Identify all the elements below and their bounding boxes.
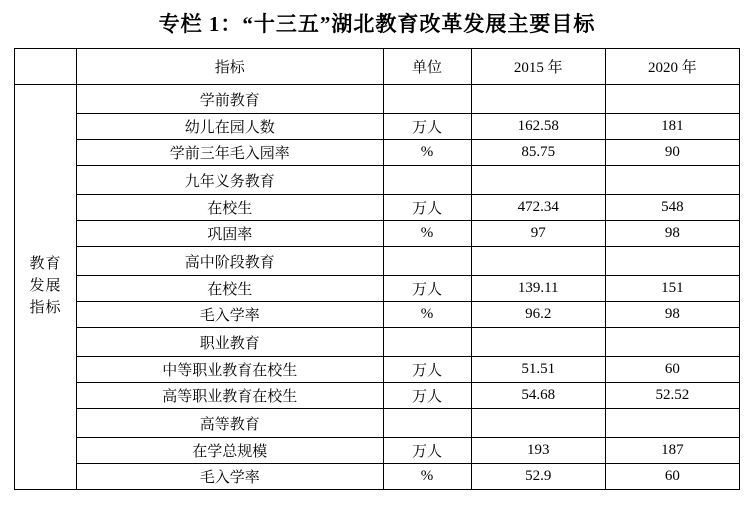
table-row (15, 464, 740, 490)
value-2020: 60 (605, 357, 739, 383)
value-2015: 139.11 (471, 276, 605, 302)
group-title: 高中阶段教育 (77, 247, 383, 276)
group-unit-spacer (383, 328, 471, 357)
value-2015: 96.2 (471, 302, 605, 328)
table-row (15, 166, 740, 195)
group-y2015-spacer (471, 247, 605, 276)
indicator-label: 幼儿在园人数 (77, 114, 383, 140)
table-row (15, 195, 740, 221)
value-2020: 98 (605, 221, 739, 247)
value-2020: 90 (605, 140, 739, 166)
value-2015: 52.9 (471, 464, 605, 490)
category-line: 教育 (29, 256, 62, 273)
header-indicator: 指标 (77, 49, 383, 85)
table-body (15, 85, 740, 490)
table-container (0, 48, 754, 490)
value-2020: 98 (605, 302, 739, 328)
table-row (15, 302, 740, 328)
group-title: 学前教育 (77, 85, 383, 114)
value-2020: 187 (605, 438, 739, 464)
indicator-label: 中等职业教育在校生 (77, 357, 383, 383)
group-y2020-spacer (605, 166, 739, 195)
header-category (15, 49, 77, 85)
indicator-label: 在校生 (77, 276, 383, 302)
unit-value: 万人 (383, 438, 471, 464)
group-y2020-spacer (605, 85, 739, 114)
group-title: 高等教育 (77, 409, 383, 438)
page-title: 专栏 1：“十三五”湖北教育改革发展主要目标 (158, 12, 596, 36)
unit-value: % (383, 302, 471, 328)
group-y2015-spacer (471, 85, 605, 114)
unit-value: % (383, 140, 471, 166)
indicator-label: 学前三年毛入园率 (77, 140, 383, 166)
indicator-label: 在校生 (77, 195, 383, 221)
value-2015: 472.34 (471, 195, 605, 221)
indicator-label: 毛入学率 (77, 302, 383, 328)
value-2020: 181 (605, 114, 739, 140)
table-row (15, 221, 740, 247)
value-2015: 51.51 (471, 357, 605, 383)
table-row (15, 409, 740, 438)
group-unit-spacer (383, 85, 471, 114)
group-y2015-spacer (471, 409, 605, 438)
unit-value: 万人 (383, 195, 471, 221)
table-row (15, 438, 740, 464)
indicator-label: 巩固率 (77, 221, 383, 247)
group-y2020-spacer (605, 328, 739, 357)
table-header (15, 49, 740, 85)
group-unit-spacer (383, 409, 471, 438)
table-row (15, 276, 740, 302)
value-2015: 193 (471, 438, 605, 464)
header-unit: 单位 (383, 49, 471, 85)
value-2015: 162.58 (471, 114, 605, 140)
header-year-2020: 2020 年 (605, 49, 739, 85)
unit-value: % (383, 464, 471, 490)
indicator-label: 毛入学率 (77, 464, 383, 490)
header-year-2015: 2015 年 (471, 49, 605, 85)
education-goals-table (14, 48, 740, 490)
group-unit-spacer (383, 166, 471, 195)
indicator-label: 高等职业教育在校生 (77, 383, 383, 409)
table-row (15, 140, 740, 166)
group-y2015-spacer (471, 328, 605, 357)
value-2020: 60 (605, 464, 739, 490)
group-unit-spacer (383, 247, 471, 276)
unit-value: % (383, 221, 471, 247)
table-row (15, 114, 740, 140)
unit-value: 万人 (383, 276, 471, 302)
category-line: 发展 (29, 278, 62, 295)
value-2020: 151 (605, 276, 739, 302)
table-row (15, 328, 740, 357)
value-2020: 548 (605, 195, 739, 221)
group-title: 九年义务教育 (77, 166, 383, 195)
value-2020: 52.52 (605, 383, 739, 409)
table-row (15, 357, 740, 383)
group-title: 职业教育 (77, 328, 383, 357)
indicator-label: 在学总规模 (77, 438, 383, 464)
header-row (15, 49, 740, 85)
unit-value: 万人 (383, 383, 471, 409)
category-cell (15, 85, 77, 490)
value-2015: 54.68 (471, 383, 605, 409)
group-y2015-spacer (471, 166, 605, 195)
group-y2020-spacer (605, 247, 739, 276)
table-row (15, 383, 740, 409)
table-row (15, 247, 740, 276)
category-line: 指标 (29, 299, 62, 316)
unit-value: 万人 (383, 114, 471, 140)
table-row (15, 85, 740, 114)
value-2015: 85.75 (471, 140, 605, 166)
unit-value: 万人 (383, 357, 471, 383)
group-y2020-spacer (605, 409, 739, 438)
value-2015: 97 (471, 221, 605, 247)
